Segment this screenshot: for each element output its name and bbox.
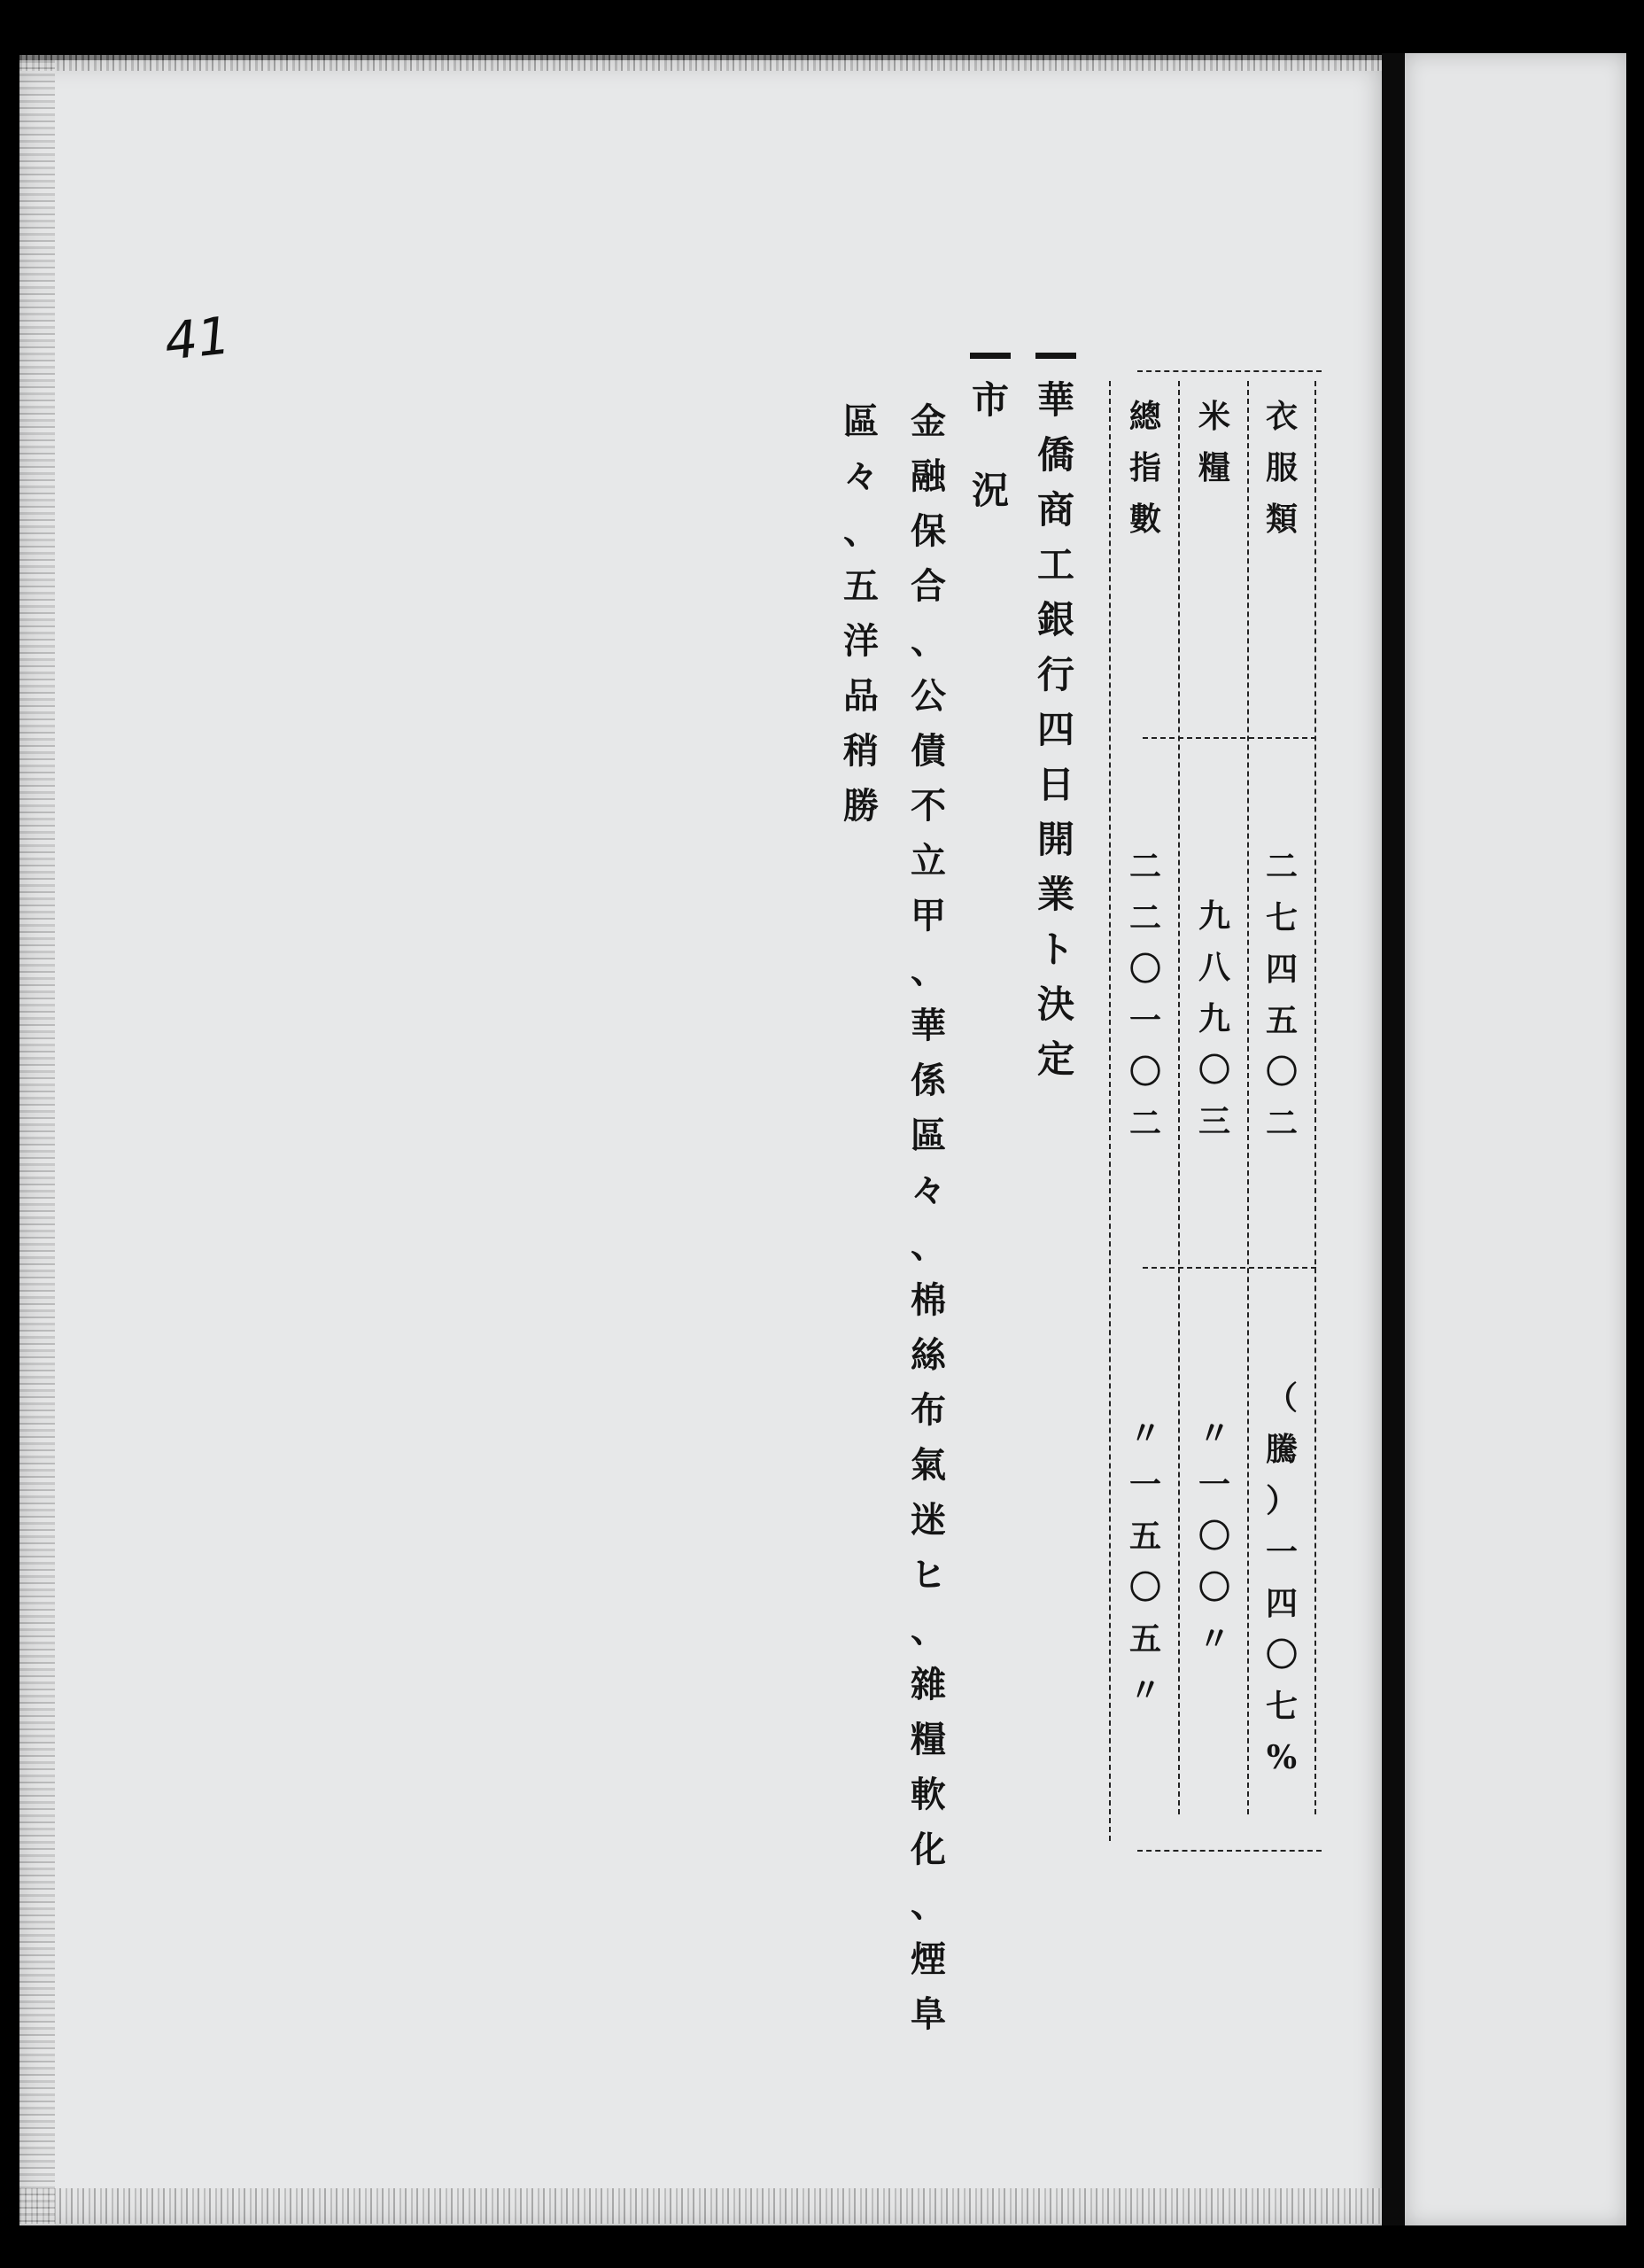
glyph: 〃 [1128, 1672, 1161, 1709]
glyph: 九 [1198, 897, 1230, 935]
glyph: 九 [1198, 1000, 1230, 1037]
glyph: 二 [1128, 848, 1161, 885]
body-line [836, 400, 886, 843]
glyph: 係 [911, 1060, 946, 1101]
glyph: 、 [843, 510, 879, 552]
glyph: 七 [1265, 1688, 1298, 1725]
glyph: 〇 [1128, 951, 1161, 988]
glyph: 開 [1036, 818, 1074, 861]
glyph: 二 [1128, 1105, 1161, 1142]
glyph: 品 [843, 675, 879, 717]
table-row-label [1123, 400, 1167, 555]
table-col-divider-2 [1178, 381, 1180, 1814]
page-number: 41 [161, 305, 234, 372]
glyph: 迷 [911, 1499, 946, 1541]
glyph: 決 [1036, 983, 1074, 1026]
scan-edge-bottom [19, 2188, 1382, 2224]
glyph: 糧 [1198, 449, 1230, 486]
glyph: 五 [1265, 1002, 1298, 1039]
scan-edge-left [19, 60, 55, 2225]
table-row-change [1192, 1415, 1237, 1674]
glyph: 〇 [1128, 1053, 1161, 1091]
glyph: 〇 [1198, 1569, 1230, 1606]
glyph: 四 [1036, 708, 1074, 751]
glyph: 勝 [843, 785, 879, 827]
glyph: 、 [911, 620, 946, 662]
glyph: 五 [843, 565, 879, 607]
glyph: 商 [1036, 488, 1074, 532]
bullet-dash [970, 353, 1011, 359]
glyph: 七 [1265, 899, 1298, 936]
glyph: 々 [843, 455, 879, 497]
item-heading [965, 353, 1015, 527]
glyph: 華 [1036, 378, 1074, 422]
glyph: 米 [1198, 398, 1230, 435]
glyph: ） [1265, 1482, 1298, 1519]
next-page-edge [1405, 53, 1626, 2225]
glyph: 稍 [843, 730, 879, 772]
glyph: 行 [1036, 653, 1074, 696]
glyph: 合 [911, 565, 946, 607]
glyph: 二 [1128, 899, 1161, 936]
glyph: 騰 [1265, 1431, 1298, 1468]
glyph: 保 [911, 510, 946, 552]
glyph: 華 [911, 1005, 946, 1046]
glyph: 、 [911, 950, 946, 991]
glyph: ト [1036, 928, 1074, 971]
glyph: 區 [911, 1115, 946, 1156]
glyph: 軟 [911, 1774, 946, 1815]
glyph: 市 [971, 378, 1009, 422]
glyph: 不 [911, 785, 946, 827]
table-value-divider [1143, 1267, 1316, 1269]
glyph: 區 [843, 400, 879, 442]
glyph: 數 [1128, 501, 1161, 538]
item-heading [1031, 353, 1081, 1096]
glyph: 糧 [911, 1719, 946, 1760]
glyph: 五 [1128, 1620, 1161, 1658]
glyph: 二 [1265, 1105, 1298, 1142]
glyph: 煙 [911, 1938, 946, 1980]
glyph: 一 [1128, 1466, 1161, 1503]
glyph: 工 [1036, 543, 1074, 586]
glyph: 〇 [1198, 1052, 1230, 1089]
glyph: 、 [911, 1609, 946, 1651]
glyph: 指 [1128, 449, 1161, 486]
glyph: 總 [1128, 398, 1161, 435]
glyph: 一 [1198, 1466, 1230, 1503]
glyph: 業 [1036, 873, 1074, 916]
glyph: 公 [911, 675, 946, 717]
table-row-change [1254, 1379, 1309, 1793]
book-spine [1382, 53, 1405, 2225]
glyph: 四 [1265, 951, 1298, 988]
glyph: 衣 [1265, 398, 1298, 435]
glyph: % [1266, 1739, 1298, 1776]
glyph: 洋 [843, 620, 879, 662]
glyph: 〃 [1128, 1415, 1161, 1452]
glyph: 八 [1198, 949, 1230, 986]
scan-edge-top [19, 55, 1382, 71]
glyph: 、 [911, 1224, 946, 1266]
glyph: 甲 [911, 895, 946, 936]
glyph: 氣 [911, 1444, 946, 1486]
glyph: 況 [971, 469, 1009, 512]
glyph: 々 [911, 1169, 946, 1211]
glyph: 雜 [911, 1664, 946, 1705]
table-row-change [1123, 1415, 1167, 1726]
glyph: 一 [1128, 1002, 1161, 1039]
table-row-value [1123, 850, 1167, 1159]
bullet-dash [1035, 353, 1076, 359]
glyph: 立 [911, 840, 946, 882]
glyph: 棉 [911, 1279, 946, 1321]
glyph: 二 [1265, 848, 1298, 885]
glyph: 〇 [1265, 1636, 1298, 1674]
glyph: 債 [911, 730, 946, 772]
table-bottom-rule [1137, 1850, 1322, 1852]
glyph: 〇 [1198, 1518, 1230, 1555]
glyph: 〇 [1265, 1053, 1298, 1091]
glyph: 五 [1128, 1518, 1161, 1555]
glyph: 〃 [1198, 1620, 1230, 1658]
glyph: 僑 [1036, 433, 1074, 477]
table-row-value [1260, 850, 1304, 1159]
glyph: 〇 [1128, 1569, 1161, 1606]
glyph: 定 [1036, 1037, 1074, 1081]
glyph: 阜 [911, 1993, 946, 2035]
glyph: 化 [911, 1829, 946, 1870]
glyph: 三 [1198, 1103, 1230, 1140]
glyph: 類 [1265, 501, 1298, 538]
table-row-label [1192, 400, 1237, 503]
table-row-label [1260, 400, 1304, 555]
glyph: 、 [911, 1884, 946, 1925]
glyph: 金 [911, 400, 946, 442]
glyph: ヒ [911, 1554, 946, 1596]
body-line [903, 400, 953, 2052]
glyph: （ [1265, 1379, 1298, 1417]
glyph: 絲 [911, 1334, 946, 1376]
table-row-value [1192, 897, 1237, 1157]
glyph: 四 [1265, 1585, 1298, 1622]
glyph: 〃 [1198, 1415, 1230, 1452]
glyph: 服 [1265, 449, 1298, 486]
table-col-divider-1 [1247, 381, 1249, 1814]
glyph: 一 [1265, 1534, 1298, 1571]
glyph: 日 [1036, 763, 1074, 806]
glyph: 銀 [1036, 598, 1074, 641]
table-right-rule [1314, 381, 1316, 1814]
table-label-divider [1143, 737, 1316, 739]
table-left-rule [1109, 381, 1111, 1841]
glyph: 融 [911, 455, 946, 497]
table-top-rule [1137, 370, 1322, 372]
glyph: 布 [911, 1389, 946, 1431]
